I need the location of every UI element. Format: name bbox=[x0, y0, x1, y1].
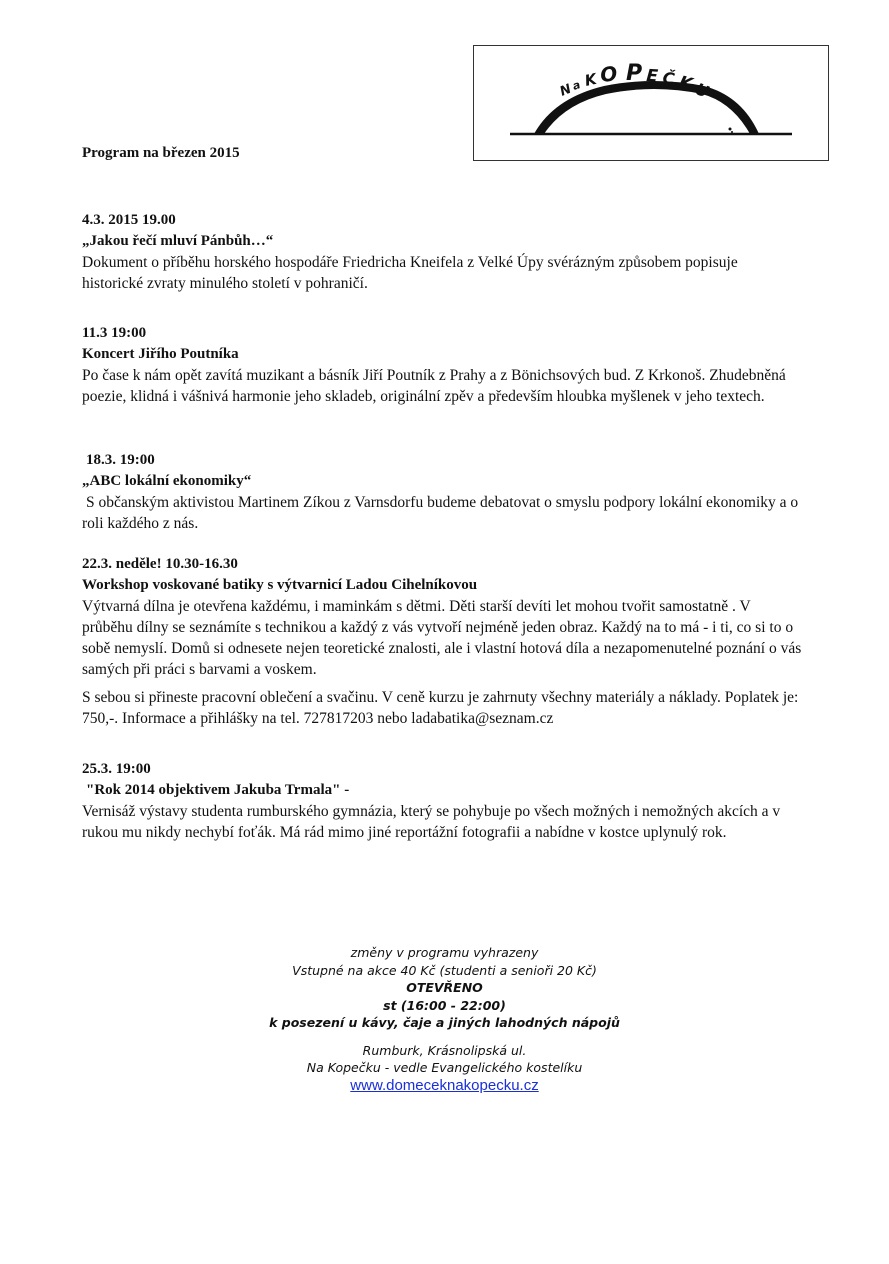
address-line: Rumburk, Krásnolipská ul. bbox=[362, 1042, 527, 1058]
event-description: Po čase k nám opět zavítá muzikant a básník Jiří Poutník z Prahy a z Bönichsových bud. Z Krkonoš. Zhudebněná poezie, klidná i vášnivá harmonie jeho skladeb, originální zpěv a především hloubka myšlenek v jeho textech. bbox=[82, 367, 786, 405]
location-line: Na Kopečku - vedle Evangelického kostelíku bbox=[306, 1060, 583, 1075]
event-title: „ABC lokální ekonomiky“ bbox=[82, 473, 252, 489]
event-title: "Rok 2014 objektivem Jakuba Trmala" - bbox=[86, 782, 350, 798]
svg-text:P: P bbox=[626, 61, 643, 86]
opening-description: k posezení u kávy, čaje a jiných lahodných nápojů bbox=[269, 1015, 620, 1030]
svg-text:N: N bbox=[557, 81, 574, 100]
svg-text:U: U bbox=[692, 79, 712, 102]
page-title: Program na březen 2015 bbox=[82, 145, 240, 161]
event-date: 22.3. neděle! 10.30-16.30 bbox=[82, 556, 238, 572]
event-date: 11.3 19:00 bbox=[82, 325, 147, 341]
event-description: Dokument o příběhu horského hospodáře Friedricha Kneifela z Velké Úpy svérázným způsobem popisuje historické zvraty minulého století v pohraničí. bbox=[82, 254, 738, 292]
svg-text:E: E bbox=[645, 66, 659, 87]
opening-hours: st (16:00 - 22:00) bbox=[383, 997, 506, 1013]
event-item bbox=[82, 759, 822, 843]
na-kopecku-logo bbox=[474, 46, 830, 162]
event-title: „Jakou řečí mluví Pánbůh…“ bbox=[82, 233, 274, 249]
event-item bbox=[82, 210, 822, 294]
event-item bbox=[82, 450, 822, 534]
svg-text:a: a bbox=[570, 78, 583, 93]
event-description: Vernisáž výstavy studenta rumburského gymnázia, který se pohybuje po všech možných i nemožných akcích a v rukou mu nikdy nechybí foťák. Má rád mimo jiné reportážní fotografii a nabídne v kostce uplynulý rok. bbox=[82, 803, 781, 841]
event-title: Koncert Jiřího Poutníka bbox=[82, 346, 239, 362]
event-title: Workshop voskované batiky s výtvarnicí Ladou Cihelníkovou bbox=[82, 577, 478, 593]
event-date: 25.3. 19:00 bbox=[82, 761, 151, 777]
event-description: S sebou si přineste pracovní oblečení a svačinu. V ceně kurzu je zahrnuty všechny materiály a náklady. Poplatek je: 750,-. Informace a přihlášky na tel. 727817203 nebo ladabatika@seznam.cz bbox=[82, 689, 799, 727]
footer-info bbox=[0, 944, 889, 1094]
event-description: S občanským aktivistou Martinem Zíkou z Varnsdorfu budeme debatovat o smyslu podpory lokální ekonomiky a o roli každého z nás. bbox=[82, 494, 799, 532]
program-note: změny v programu vyhrazeny bbox=[350, 945, 539, 960]
admission-info: Vstupné na akce 40 Kč (studenti a senioři 20 Kč) bbox=[292, 962, 597, 978]
svg-text:O: O bbox=[599, 61, 619, 87]
event-item bbox=[82, 554, 822, 729]
logo-frame bbox=[473, 45, 829, 161]
website-link[interactable]: www.domeceknakopecku.cz bbox=[350, 1076, 539, 1094]
event-date: 4.3. 2015 19.00 bbox=[82, 212, 176, 228]
event-description: Výtvarná dílna je otevřena každému, i maminkám s dětmi. Děti starší devíti let mohou tvořit samostatně . V průběhu dílny se seznámíte s technikou a každý z vás vytvoří nejméně jeden obraz. Každý na to má - i ti, co si to o sobě nemyslí. Domů si odnesete nejen teoretické znalosti, ale i vlastní hotová díla a nezapomenutelné poznání o vás samých při práci s barvami a voskem. bbox=[82, 598, 802, 678]
svg-text:K: K bbox=[583, 69, 599, 90]
event-item bbox=[82, 323, 822, 407]
svg-text:K: K bbox=[676, 72, 695, 96]
svg-text:Č: Č bbox=[661, 68, 676, 89]
opening-label: OTEVŘENO bbox=[406, 980, 483, 995]
event-date: 18.3. 19:00 bbox=[86, 452, 155, 468]
